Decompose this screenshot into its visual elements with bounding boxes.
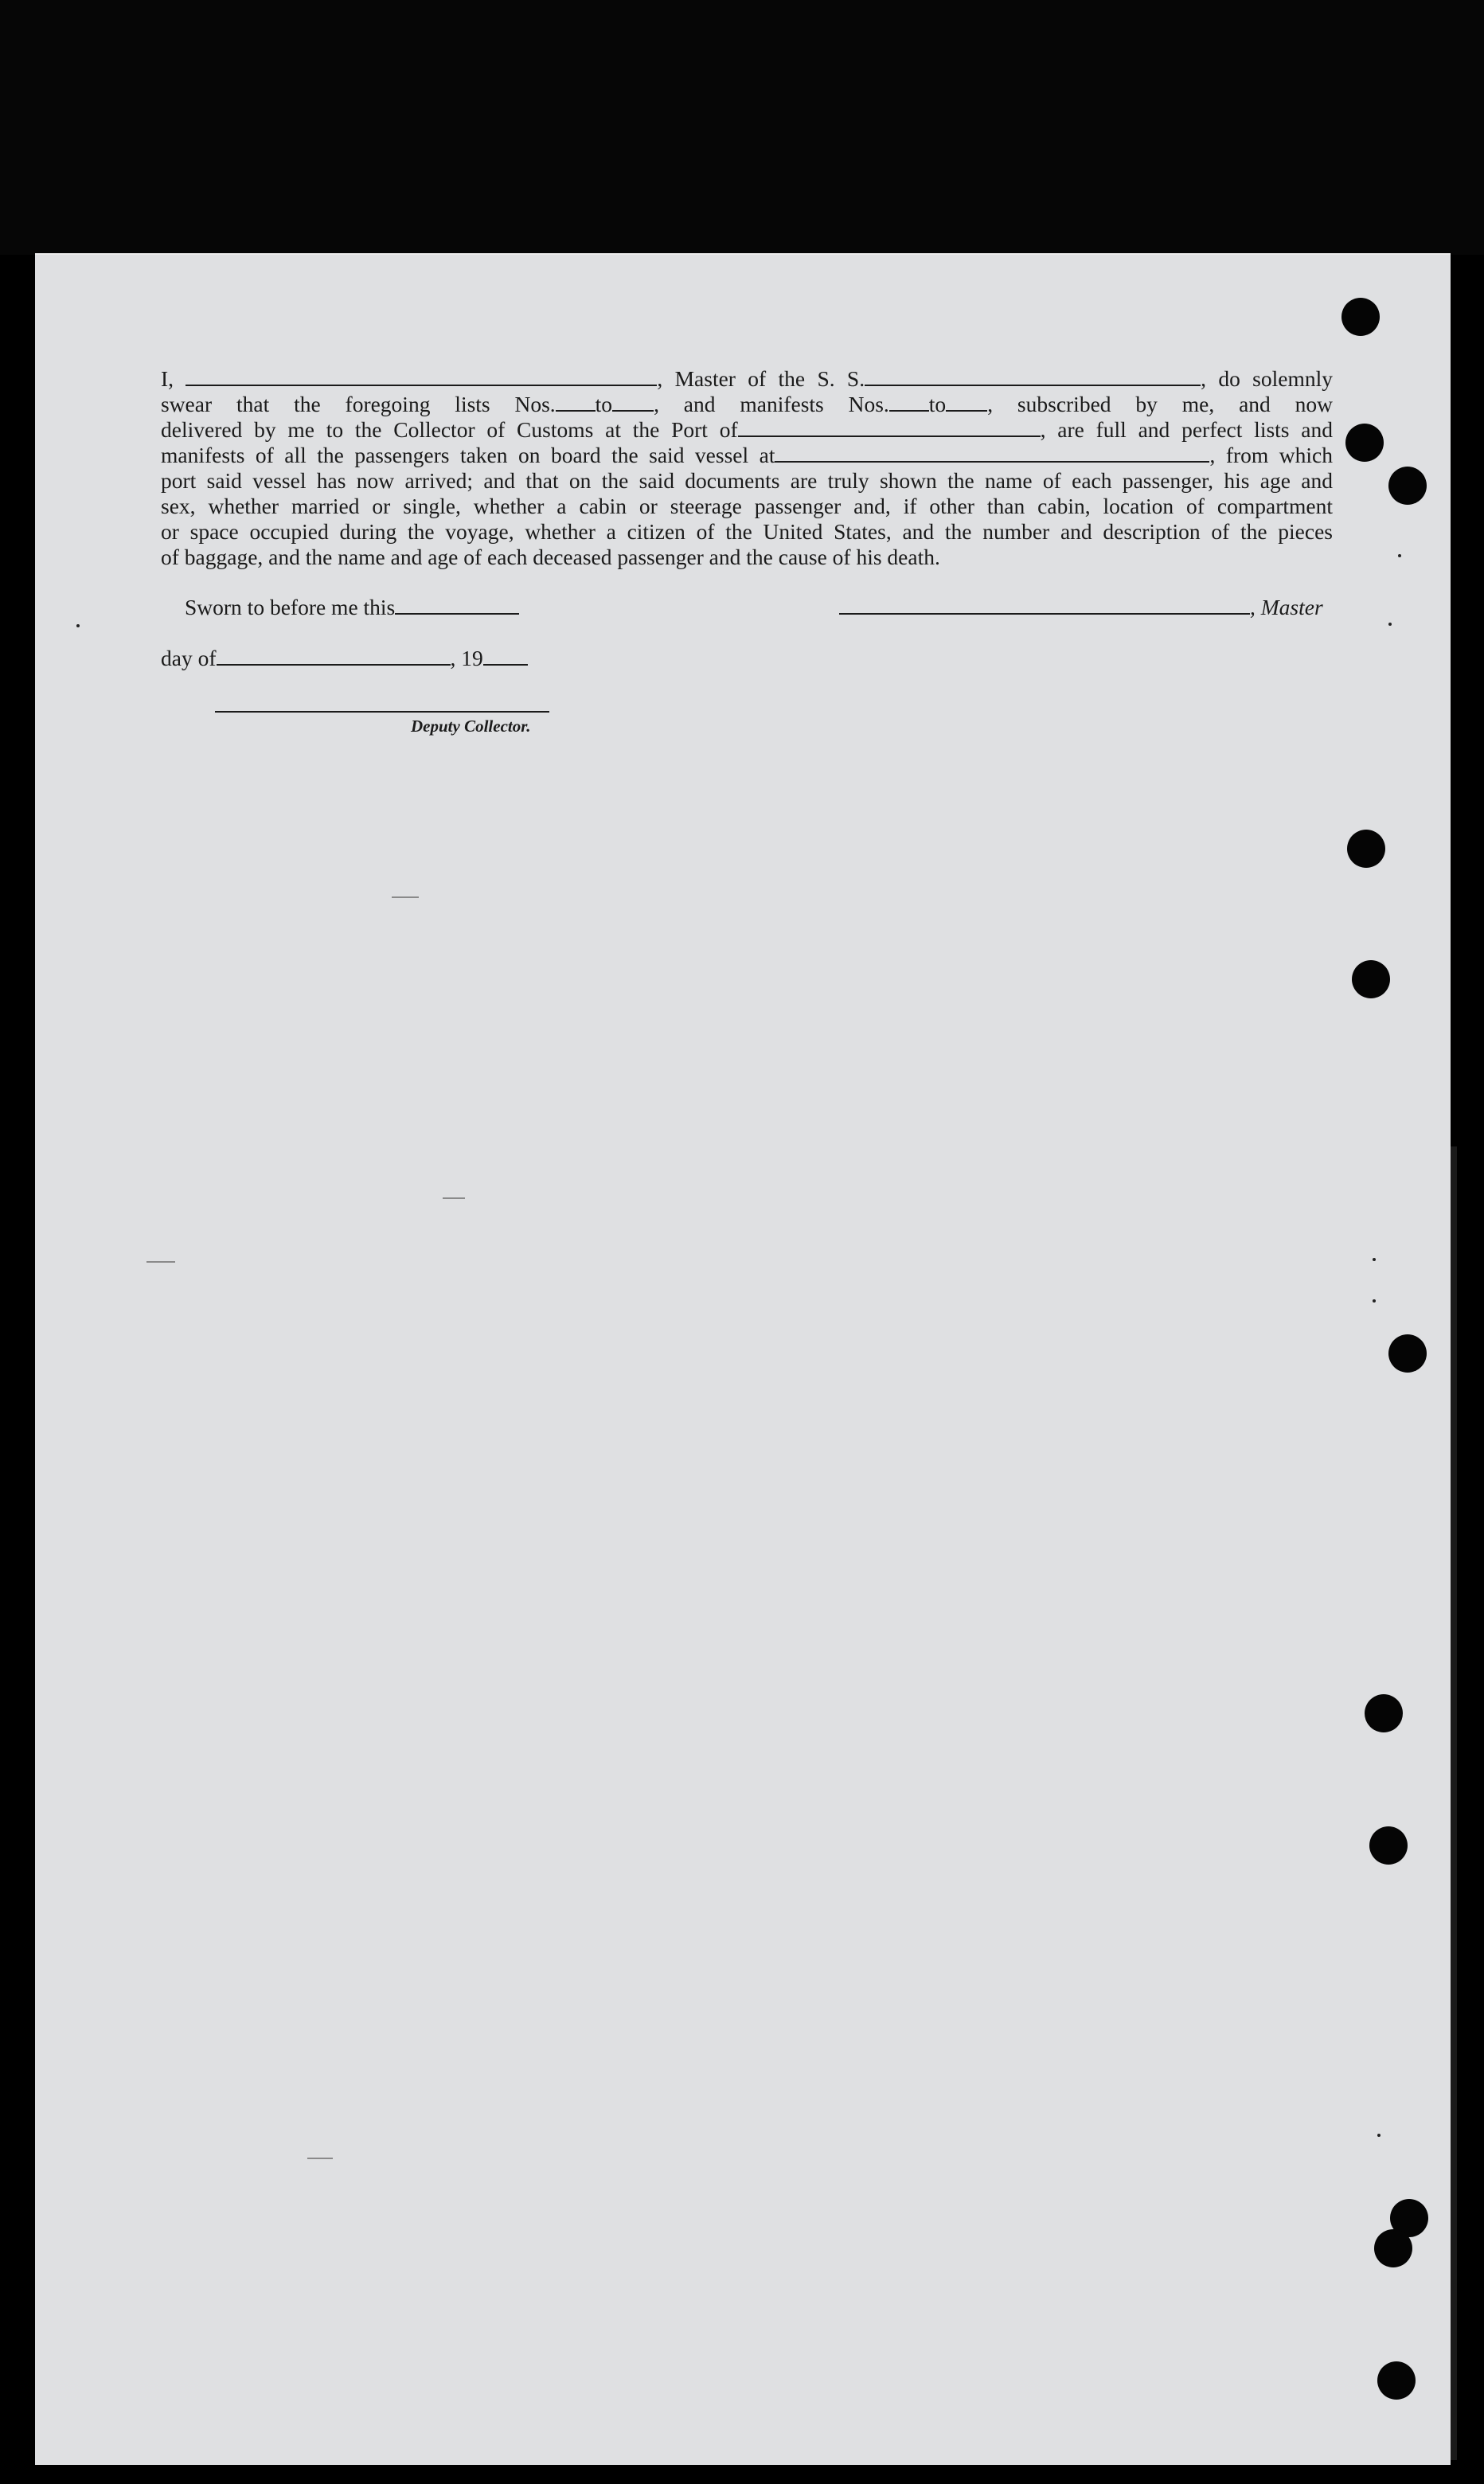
oath-line <box>161 545 1333 570</box>
punch-hole <box>1352 960 1390 998</box>
oath-text: , do solemnly <box>1201 366 1333 391</box>
master-signature-line <box>839 595 1323 620</box>
punch-hole <box>1347 830 1385 868</box>
master-signature-blank[interactable] <box>839 596 1250 615</box>
paper-speck <box>1373 1258 1376 1261</box>
oath-text: I, <box>161 366 186 391</box>
punch-hole <box>1388 1334 1427 1373</box>
fill-in-blank[interactable] <box>612 393 654 412</box>
fill-in-blank[interactable] <box>556 393 596 412</box>
punch-hole <box>1365 1694 1403 1732</box>
sworn-line <box>185 595 519 620</box>
oath-text: delivered by me to the Collector of Customs at the Port of <box>161 417 738 442</box>
master-label: , Master <box>1250 595 1323 619</box>
oath-line <box>161 494 1333 519</box>
oath-text: to <box>928 392 947 416</box>
oath-text: of baggage, and the name and age of each deceased passenger and the cause of his death. <box>161 545 940 569</box>
oath-text: manifests of all the passengers taken on board the said vessel at <box>161 443 775 467</box>
stray-mark <box>392 896 419 898</box>
oath-text: , Master of the S. S. <box>657 366 865 391</box>
oath-text: port said vessel has now arrived; and that on the said documents are truly shown the name of each passenger, his age and <box>161 468 1333 493</box>
punch-hole <box>1388 467 1427 505</box>
paper-speck <box>76 624 80 627</box>
fill-in-blank[interactable] <box>186 367 657 386</box>
year-prefix: , 19 <box>450 646 483 670</box>
oath-line <box>161 443 1333 468</box>
punch-hole <box>1369 1826 1408 1865</box>
stray-mark <box>443 1197 465 1199</box>
punch-hole <box>1341 298 1380 336</box>
oath-text: , subscribed by me, and now <box>987 392 1333 416</box>
oath-text: , are full and perfect lists and <box>1040 417 1333 442</box>
document-page <box>35 253 1451 2465</box>
paper-speck <box>1388 623 1392 626</box>
oath-line <box>161 392 1333 417</box>
fill-in-blank[interactable] <box>889 393 929 412</box>
sworn-text: Sworn to before me this <box>185 595 396 619</box>
punch-hole <box>1345 424 1384 462</box>
oath-text: to <box>595 392 613 416</box>
stray-mark <box>146 1261 175 1263</box>
fill-in-blank[interactable] <box>775 443 1209 463</box>
punch-hole <box>1377 2361 1416 2400</box>
oath-line <box>161 417 1333 443</box>
oath-line <box>161 519 1333 545</box>
dark-background <box>0 0 1484 255</box>
deputy-collector-signature-line[interactable] <box>215 711 549 713</box>
paper-speck <box>1377 2134 1381 2137</box>
fill-in-blank[interactable] <box>946 393 987 412</box>
oath-line <box>161 366 1333 392</box>
day-of-text: day of <box>161 646 217 670</box>
paper-speck <box>1398 554 1401 557</box>
oath-text: swear that the foregoing lists Nos. <box>161 392 556 416</box>
fill-in-blank[interactable] <box>865 367 1201 386</box>
year-blank[interactable] <box>483 646 528 666</box>
oath-paragraph <box>161 366 1333 570</box>
fill-in-blank[interactable] <box>738 418 1041 437</box>
stray-mark <box>307 2158 333 2159</box>
sworn-date-blank[interactable] <box>395 596 519 615</box>
paper-speck <box>1373 1299 1376 1303</box>
oath-text: sex, whether married or single, whether a cabin or steerage passenger and, if other than cabin, location of compartment <box>161 494 1333 518</box>
deputy-collector-label: Deputy Collector. <box>411 717 531 736</box>
oath-text: , and manifests Nos. <box>654 392 889 416</box>
oath-text: , from which <box>1209 443 1333 467</box>
oath-line <box>161 468 1333 494</box>
day-of-line <box>161 646 528 671</box>
day-of-blank[interactable] <box>217 646 451 666</box>
oath-text: or space occupied during the voyage, whether a citizen of the United States, and the number and description of the pieces <box>161 519 1333 544</box>
punch-hole <box>1374 2229 1412 2267</box>
